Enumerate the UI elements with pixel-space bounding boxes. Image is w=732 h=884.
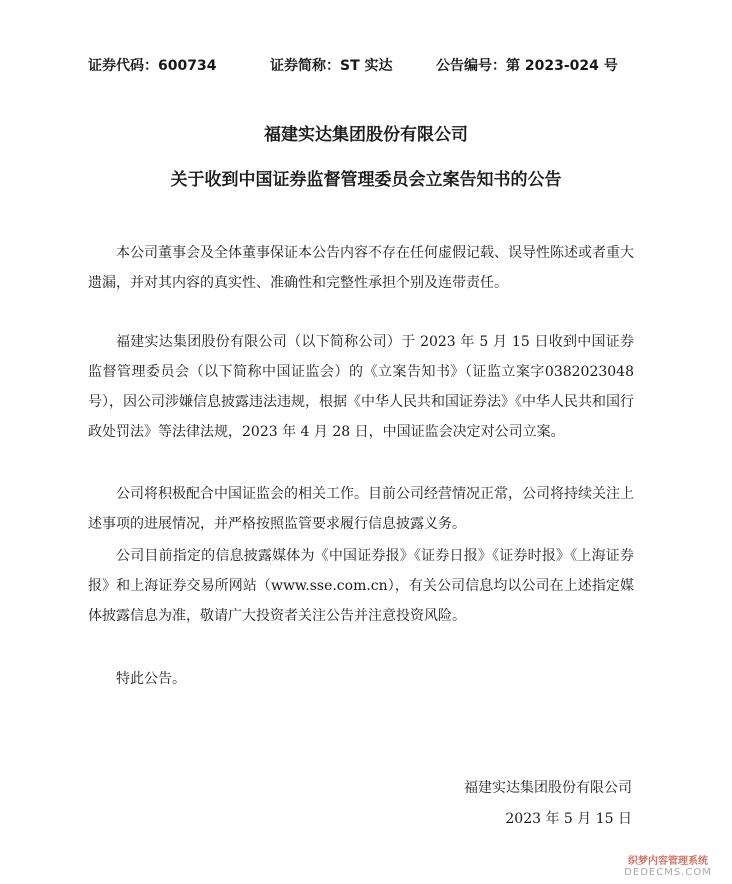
cooperation-paragraph: 公司将积极配合中国证监会的相关工作。目前公司经营情况正常，公司将持续关注上述事项的进展情况，并严格按照监管要求履行信息披露义务。: [88, 486, 634, 532]
announcement-title: 关于收到中国证券监督管理委员会立案告知书的公告: [170, 170, 562, 190]
stock-code: 证券代码：600734: [88, 58, 217, 74]
watermark-domain: DEDECMS.COM: [624, 867, 712, 878]
notice-receipt-paragraph: 福建实达集团股份有限公司（以下简称公司）于 2023 年 5 月 15 日收到中国证券监督管理委员会（以下简称中国证监会）的《立案告知书》（证监立案字0382023048 号），因公司涉嫌信息披露违法违规，根据《中华人民共和国证券法》《中华人民共和国行政处罚法》等法律法规，2023 年 4 月 28 日，中国证监会决定对公司立案。: [88, 334, 634, 440]
site-watermark: [612, 856, 724, 878]
disclosure-media-paragraph: 公司目前指定的信息披露媒体为《中国证券报》《证券日报》《证券时报》《上海证券报》和上海证券交易所网站（www.sse.com.cn），有关公司信息均以公司在上述指定媒体披露信息为准，敬请广大投资者关注公告并注意投资风险。: [88, 548, 634, 624]
signature-date: 2023 年 5 月 15 日: [505, 811, 632, 827]
closing-paragraph: 特此公告。: [116, 671, 186, 687]
announcement-header: [88, 55, 648, 77]
stock-abbreviation: 证券简称：ST 实达: [270, 58, 393, 74]
notice-number: 公告编号：第 2023-024 号: [436, 58, 618, 74]
signature-company: 福建实达集团股份有限公司: [464, 780, 632, 796]
watermark-title: 织梦内容管理系统: [628, 856, 708, 867]
board-statement-paragraph: 本公司董事会及全体董事保证本公告内容不存在任何虚假记载、误导性陈述或者重大遗漏，并对其内容的真实性、准确性和完整性承担个别及连带责任。: [88, 245, 634, 291]
company-title: 福建实达集团股份有限公司: [264, 125, 468, 145]
